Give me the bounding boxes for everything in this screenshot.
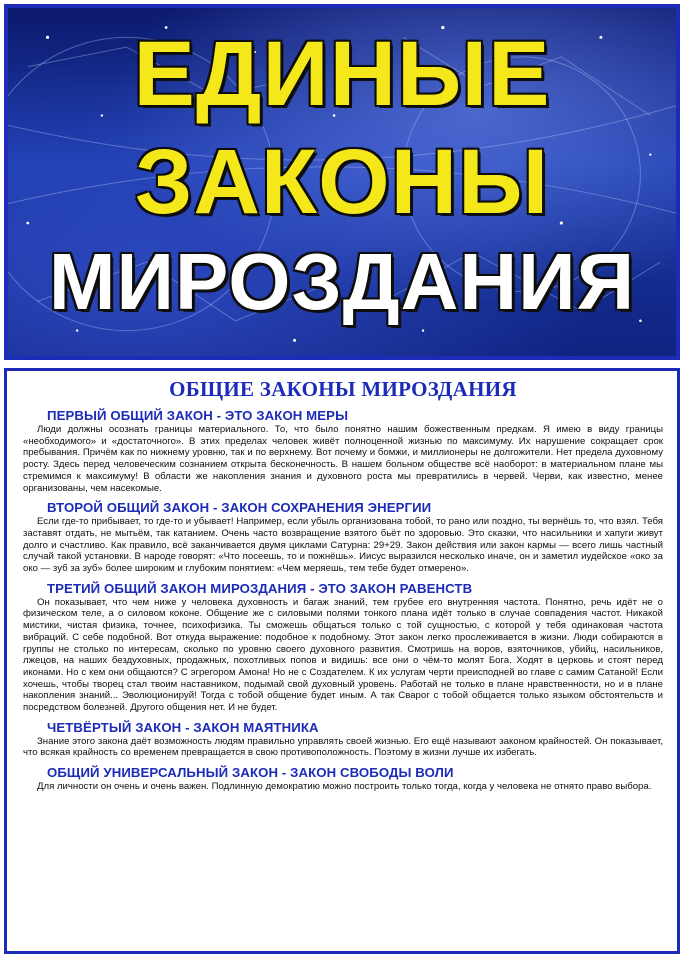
- law-title: ЧЕТВЁРТЫЙ ЗАКОН - ЗАКОН МАЯТНИКА: [47, 719, 319, 735]
- law-title: ВТОРОЙ ОБЩИЙ ЗАКОН - ЗАКОН СОХРАНЕНИЯ ЭНЕРГИИ: [47, 500, 432, 516]
- laws-panel: [4, 368, 680, 954]
- header-banner: [4, 4, 680, 360]
- law-text: Он показывает, что чем ниже у человека духовность и багаж знаний, тем грубее его внутренняя частота. Понятно, речь идёт не о физическом теле, а о силовом коконе. Общение же с силовыми полями тонкого плана идёт только в случае совпадения частот. Никакой мистики, чистая физика, точнее, психофизика. Ты сможешь общаться только с той сущностью, с которой у тебя одинаковая частота вибраций. С себе подобной. Вот откуда выражение: подобное к подобному. Этот закон легко прослеживается в жизни. Люди собираются в группы не столько по интересам, сколько по уровню своего духовного развития. Смотришь на воров, взяточников, убийц, насильников, лжецов, на наших бездуховных, продажных, похотливых попов и видишь: все они о чём-то молят Бога. Ходят в церковь и стоят перед иконами. Но с кем они общаются? С эгрегором Амона! Но не с Создателем. К их услугам черти преисподней во главе с самим Сатаной! Если хочешь, чтобы творец стал твоим наставником, подымай свой духовный уровень. Работай не только в плане нравственности, но и в плане накопления знаний... Эволюционируй! Тогда с тобой общение будет иным. А так Сварог с тобой общается только языком обстоятельств и посредством болезней. Другого общения нет. И не будет.: [23, 596, 663, 714]
- law-section-2: [23, 500, 663, 575]
- banner-title-line-1: ЕДИНЫЕ: [133, 23, 551, 125]
- law-section-5: [23, 765, 663, 793]
- law-text: Для личности он очень и очень важен. Подлинную демократию можно построить только тогда, когда у человека не отнято право выбора.: [37, 781, 652, 793]
- law-text: Знание этого закона даёт возможность людям правильно управлять своей жизнью. Его ещё называют законом крайностей. Он показывает, что всякая крайность со временем превращается в свою противоположность. Поэтому в жизни лучше их избегать.: [23, 735, 663, 759]
- banner-title-line-3: МИРОЗДАНИЯ: [48, 237, 636, 326]
- law-title: ОБЩИЙ УНИВЕРСАЛЬНЫЙ ЗАКОН - ЗАКОН СВОБОДЫ ВОЛИ: [47, 765, 454, 781]
- law-text: Люди должны осознать границы материального. То, что было понятно нашим божественным предкам. Я имею в виду границы «необходимого» и «достаточного». В этих пределах человек живёт полноценной жизнью по максимуму. Их нарушение сокращает срок пребывания. Причём как по нижнему уровню, так и по верхнему. Вот почему и бомжи, и миллионеры не долгожители. Нет предела духовному росту. Здесь перед человеческим сознанием открыта бесконечность. В нашем больном обществе всё наоборот: в материальном плане мы стремимся к максимуму! В области же накопления знания и духовного роста мы превратились в червей. Черви, как известно, менее организованы, чем насекомые.: [23, 424, 663, 494]
- page-title: ОБЩИЕ ЗАКОНЫ МИРОЗДАНИЯ: [169, 377, 517, 401]
- law-section-3: [23, 581, 663, 714]
- law-section-1: [23, 408, 663, 494]
- law-title: ПЕРВЫЙ ОБЩИЙ ЗАКОН - ЭТО ЗАКОН МЕРЫ: [47, 408, 349, 423]
- law-text: Если где-то прибывает, то где-то и убывает! Например, если убыль организована тобой, то рано или поздно, ты вернёшь то, что взял. Тебя заставят отдать, не мытьём, так катанием. Очень часто возвращение взятого бьёт по здоровью. Это сказки, что насильники и хапуги живут долго и счастливо. Как правило, всё заканчивается двумя циклами Сатурна: 29+29. Закон действия или закон кармы — всего лишь частный случай такой установки. В народе говорят: «Что посеешь, то и пожнёшь». Иисус выразился несколько иначе, он и заметил иудейское «око за око — зуб за зуб» более широким и глубоким понятием: «Чем меряешь, тем тебе будет отмерено».: [23, 516, 663, 575]
- law-section-4: [23, 720, 663, 759]
- law-title: ТРЕТИЙ ОБЩИЙ ЗАКОН МИРОЗДАНИЯ - ЭТО ЗАКОН РАВЕНСТВ: [47, 580, 473, 596]
- banner-title-line-2: ЗАКОНЫ: [134, 131, 550, 233]
